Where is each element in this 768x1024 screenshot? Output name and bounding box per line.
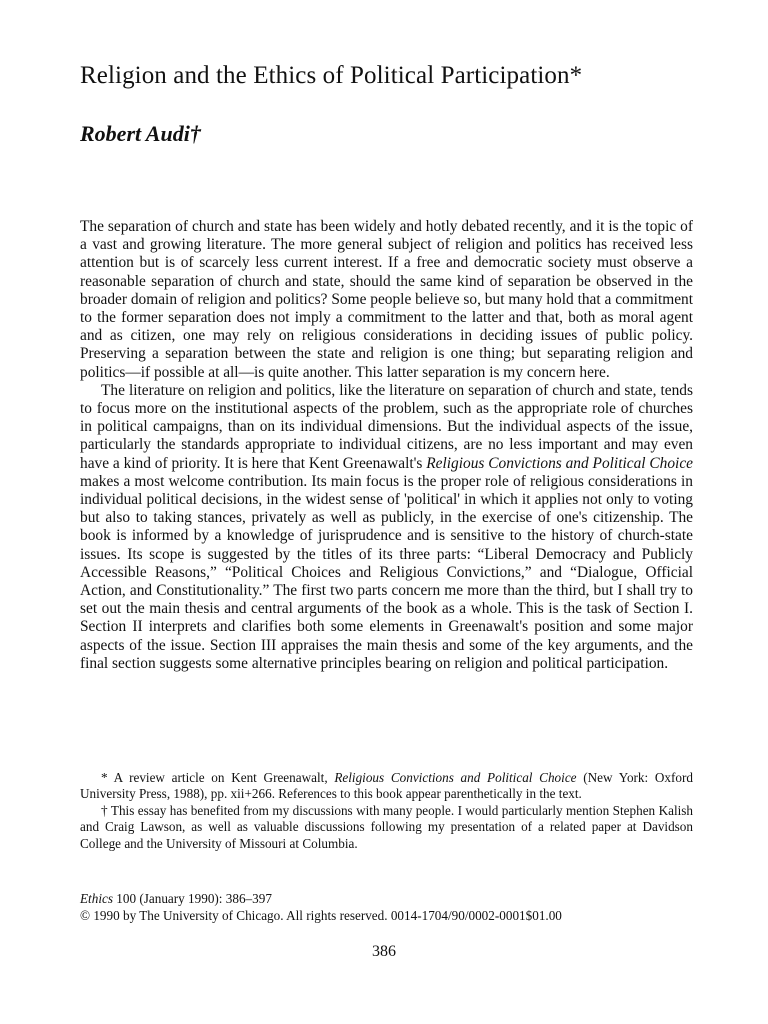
body-paragraph-2-text-b: makes a most welcome contribution. Its main focus is the proper role of religious considerations in individual political decisions, in the widest sense of 'political' in which it applies not only to voting but also to taking stances, privately as well as publicly, in the exercise of one's citizenship. The book is informed by a knowledge of jurisprudence and is sensitive to the history of church-state issues. Its scope is suggested by the titles of its three parts: “Liberal Democracy and Publicly Accessible Reasons,” “Political Choices and Religious Convictions,” and “Dialogue, Official Action, and Constitutionality.” The first two parts concern me more than the third, but I shall try to set out the main thesis and central arguments of the book as a whole. This is the task of Section I. Section II interprets and clarifies both some elements in Greenawalt's position and some major aspects of the issue. Section III appraises the main thesis and some of the key arguments, and the final section suggests some alternative principles bearing on religion and political participation. bbox=[80, 472, 693, 672]
footnote-dagger: † This essay has benefited from my discussions with many people. I would particularly mention Stephen Kalish and Craig Lawson, as well as valuable discussions following my presentation of a related paper at Davidson College and the University of Missouri at Columbia. bbox=[80, 802, 693, 851]
footnote-asterisk bbox=[80, 770, 693, 803]
article-author: Robert Audi† bbox=[80, 121, 201, 146]
footnote-asterisk-text-a: * A review article on Kent Greenawalt, bbox=[101, 770, 335, 785]
page-number: 386 bbox=[372, 943, 396, 960]
footnote-asterisk-text-b: (New York: Oxford University Press, 1988), pp. xii+266. References to this book appear parenthetically in the text. bbox=[80, 770, 693, 802]
journal-citation bbox=[80, 890, 700, 924]
article-title: Religion and the Ethics of Political Participation* bbox=[80, 62, 583, 89]
article-body bbox=[80, 218, 693, 673]
body-paragraph-1: The separation of church and state has been widely and hotly debated recently, and it is the topic of a vast and growing literature. The more general subject of religion and politics has received less attention but is of scarcely less current interest. If a free and democratic society must observe a reasonable separation of church and state, should the same kind of separation be observed in the broader domain of religion and politics? Some people believe so, but many hold that a commitment to the former separation does not imply a commitment to the latter and that, both as moral agent and as citizen, one may rely on religious considerations in deciding issues of public policy. Preserving a separation between the state and religion is one thing; but separating religion and politics—if possible at all—is quite another. This latter separation is my concern here. bbox=[80, 218, 693, 381]
journal-issue: 100 (January 1990): 386–397 bbox=[112, 891, 272, 906]
journal-issue-line bbox=[80, 890, 700, 907]
copyright-line: © 1990 by The University of Chicago. All rights reserved. 0014-1704/90/0002-0001$01.00 bbox=[80, 908, 562, 923]
footnotes bbox=[80, 770, 693, 852]
body-paragraph-2-text-a: The literature on religion and politics, like the literature on separation of church and state, tends to focus more on the institutional aspects of the problem, such as the appropriate role of churches in political campaigns, than on its individual dimensions. But the individual aspects of the issue, particularly the standards appropriate to individual citizens, are no less important and may even have a kind of priority. It is here that Kent Greenawalt's bbox=[80, 381, 693, 472]
body-paragraph-2 bbox=[80, 382, 693, 673]
journal-name: Ethics bbox=[80, 891, 113, 906]
book-title-reference: Religious Convictions and Political Choice bbox=[426, 454, 693, 472]
footnote-book-title: Religious Convictions and Political Choice bbox=[334, 770, 577, 785]
